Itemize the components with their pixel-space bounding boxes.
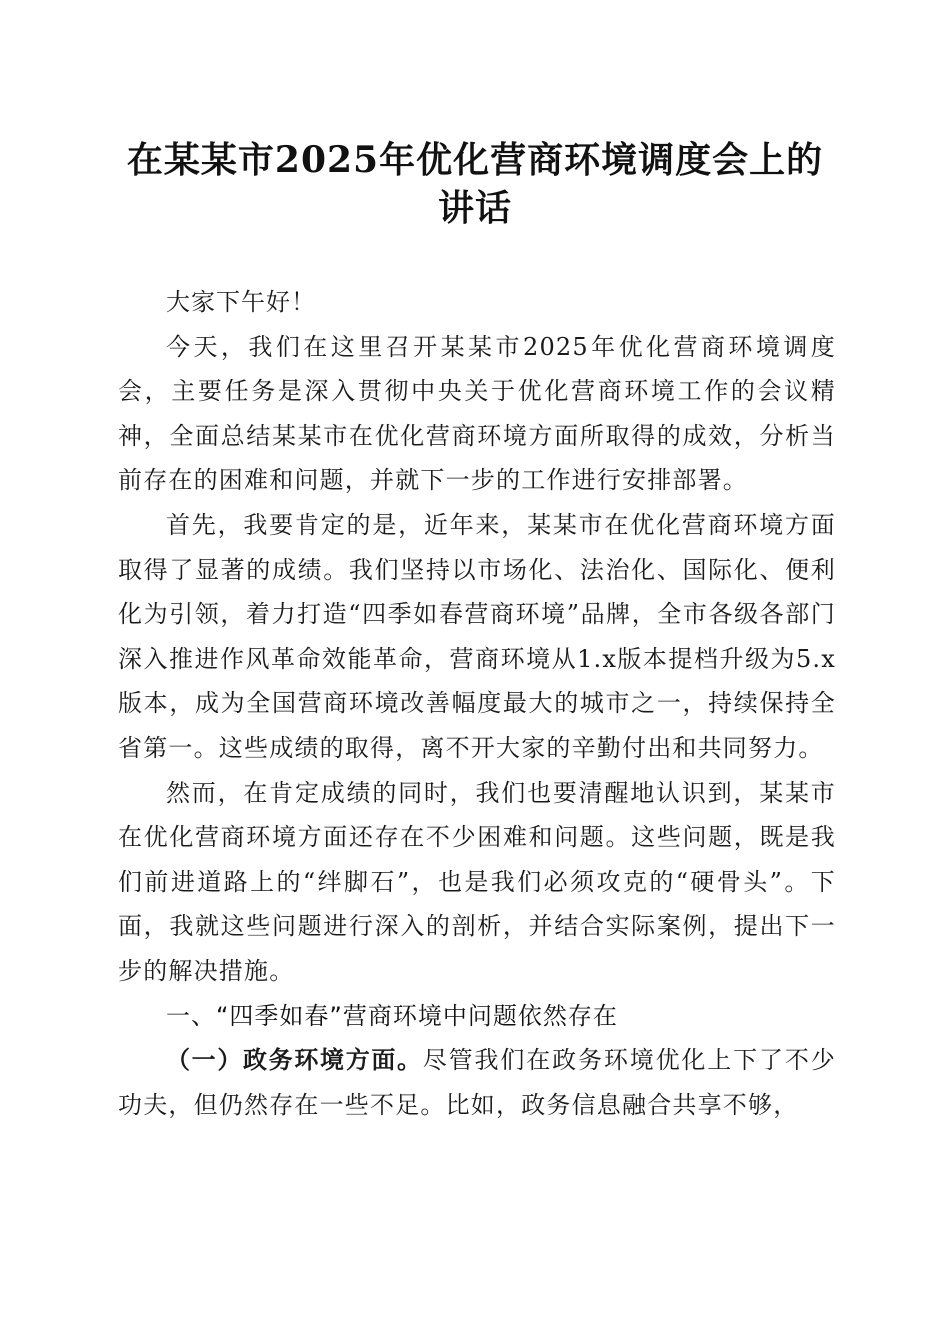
body-paragraph: 今天，我们在这里召开某某市2025年优化营商环境调度会，主要任务是深入贯彻中央关于优化营商环境工作的会议精神，全面总结某某市在优化营商环境方面所取得的成效，分析当前存在的困难和问题，并就下一步的工作进行安排部署。 (118, 332, 836, 495)
document-body (118, 280, 836, 1127)
subsection-text: 尽管我们在政务环境优化上下了不少功夫，但仍然存在一些不足。比如，政务信息融合共享不够， (118, 1046, 836, 1119)
subsection-label: （一）政务环境方面。 (166, 1045, 423, 1075)
section-heading: 一、“四季如春”营商环境中问题依然存在 (166, 1001, 618, 1030)
body-paragraph: 首先，我要肯定的是，近年来，某某市在优化营商环境方面取得了显著的成绩。我们坚持以市场化、法治化、国际化、便利化为引领，着力打造“四季如春营商环境”品牌，全市各级各部门深入推进作风革命效能革命，营商环境从1.x版本提档升级为5.x版本，成为全国营商环境改善幅度最大的城市之一，持续保持全省第一。这些成绩的取得，离不开大家的辛勤付出和共同努力。 (118, 510, 836, 762)
document-title: 在某某市2025年优化营商环境调度会上的讲话 (126, 139, 824, 229)
body-paragraph: 然而，在肯定成绩的同时，我们也要清醒地认识到，某某市在优化营商环境方面还存在不少困难和问题。这些问题，既是我们前进道路上的“绊脚石”，也是我们必须攻克的“硬骨头”。下面，我就这些问题进行深入的剖析，并结合实际案例，提出下一步的解决措施。 (118, 778, 836, 985)
greeting-paragraph: 大家下午好！ (166, 288, 316, 316)
subsection-paragraph (118, 1038, 836, 1127)
